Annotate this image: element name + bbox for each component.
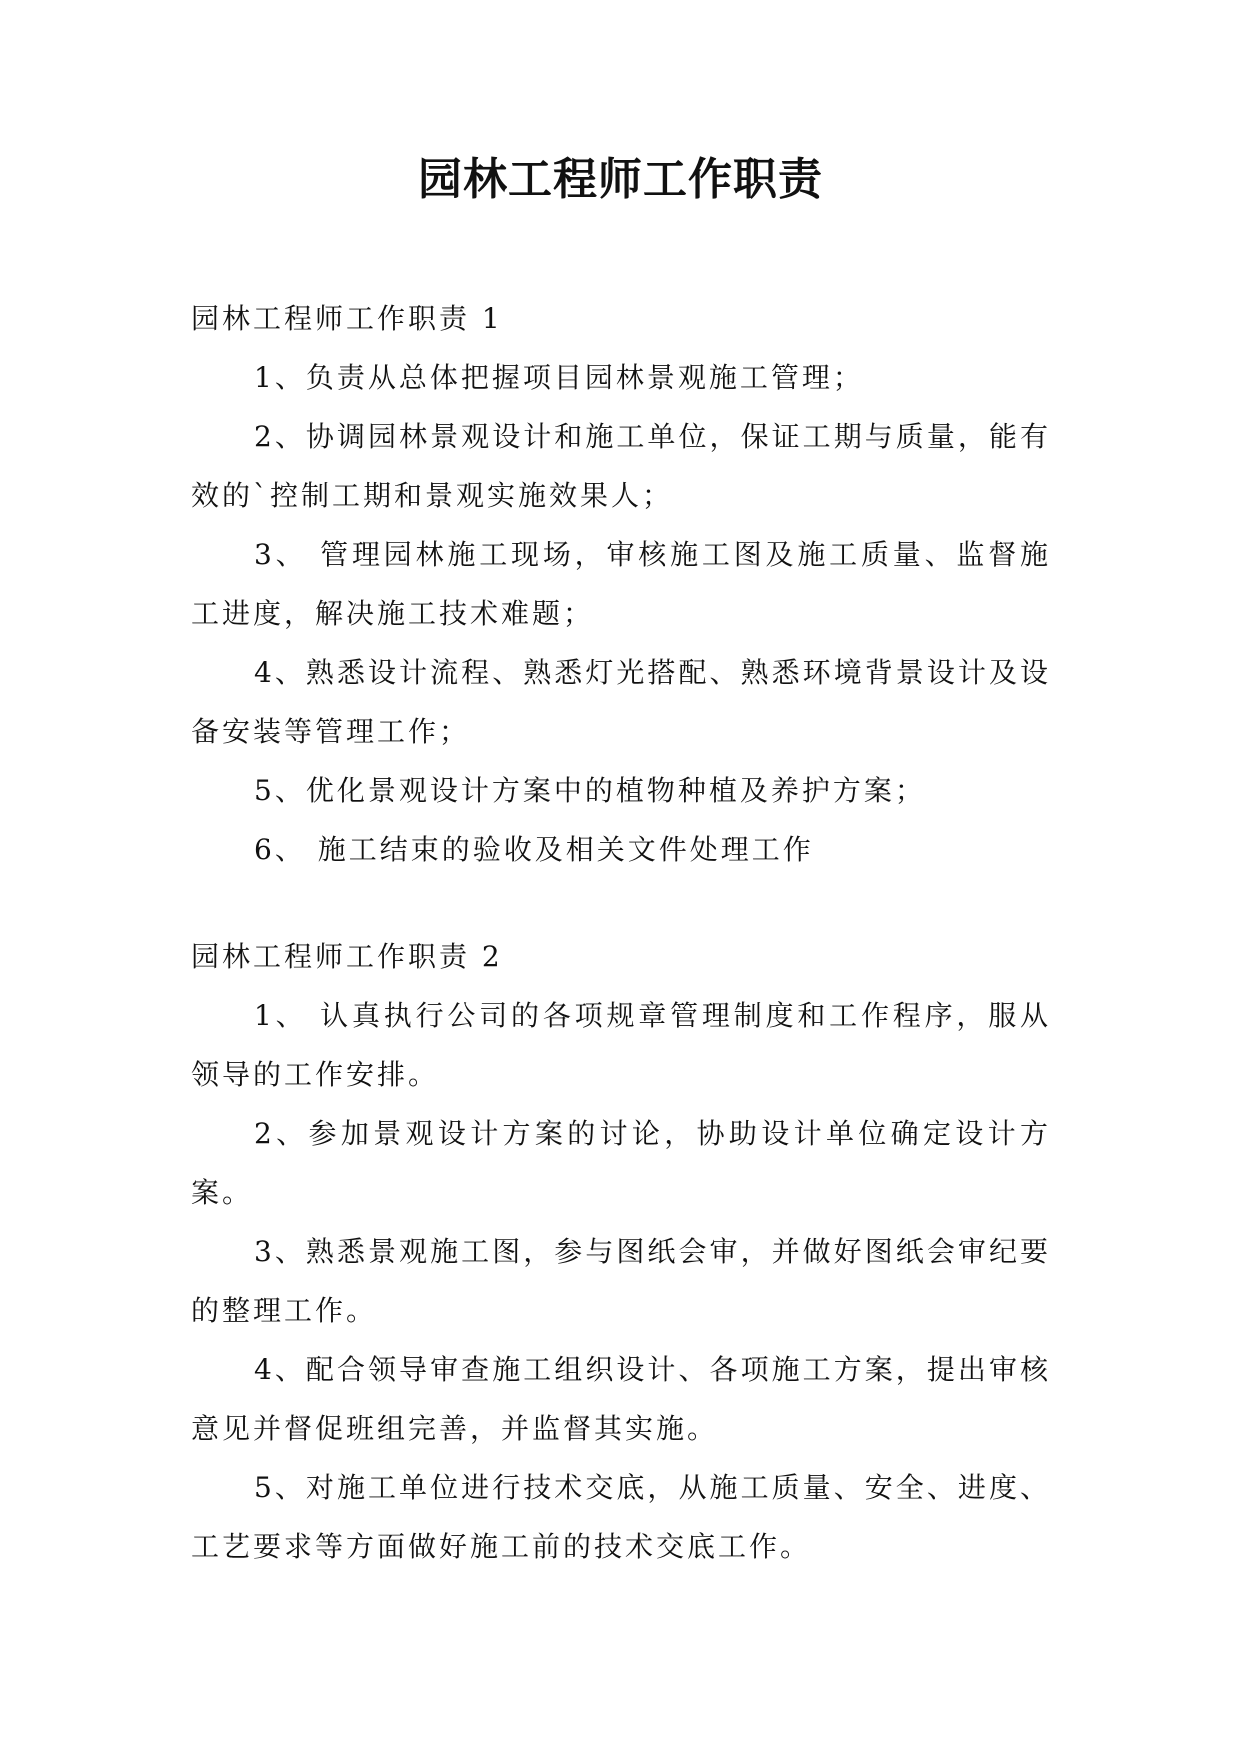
duty-item: 1、负责从总体把握项目园林景观施工管理； xyxy=(254,361,864,394)
duty-item: 4、配合领导审查施工组织设计、各项施工方案，提出审核意见并督促班组完善，并监督其实施。 xyxy=(191,1353,1051,1445)
section-1 xyxy=(191,290,1051,879)
section-heading: 园林工程师工作职责 1 xyxy=(191,302,503,335)
document-title: 园林工程师工作职责 xyxy=(418,154,823,205)
duty-item: 5、优化景观设计方案中的植物种植及养护方案； xyxy=(254,774,926,807)
duty-item: 4、熟悉设计流程、熟悉灯光搭配、熟悉环境背景设计及设备安装等管理工作； xyxy=(191,656,1051,748)
duty-item: 3、 管理园林施工现场，审核施工图及施工质量、监督施工进度，解决施工技术难题； xyxy=(191,538,1051,630)
duty-item: 5、对施工单位进行技术交底，从施工质量、安全、进度、工艺要求等方面做好施工前的技术交底工作。 xyxy=(191,1471,1051,1563)
duty-item: 3、熟悉景观施工图，参与图纸会审，并做好图纸会审纪要的整理工作。 xyxy=(191,1235,1051,1327)
duty-item: 1、 认真执行公司的各项规章管理制度和工作程序，服从领导的工作安排。 xyxy=(191,999,1051,1091)
section-2 xyxy=(191,928,1051,1576)
duty-item: 2、协调园林景观设计和施工单位，保证工期与质量，能有效的`控制工期和景观实施效果人； xyxy=(191,420,1051,512)
duty-item: 6、 施工结束的验收及相关文件处理工作 xyxy=(254,833,814,866)
duty-item: 2、参加景观设计方案的讨论，协助设计单位确定设计方案。 xyxy=(191,1117,1051,1209)
section-heading: 园林工程师工作职责 2 xyxy=(191,940,503,973)
